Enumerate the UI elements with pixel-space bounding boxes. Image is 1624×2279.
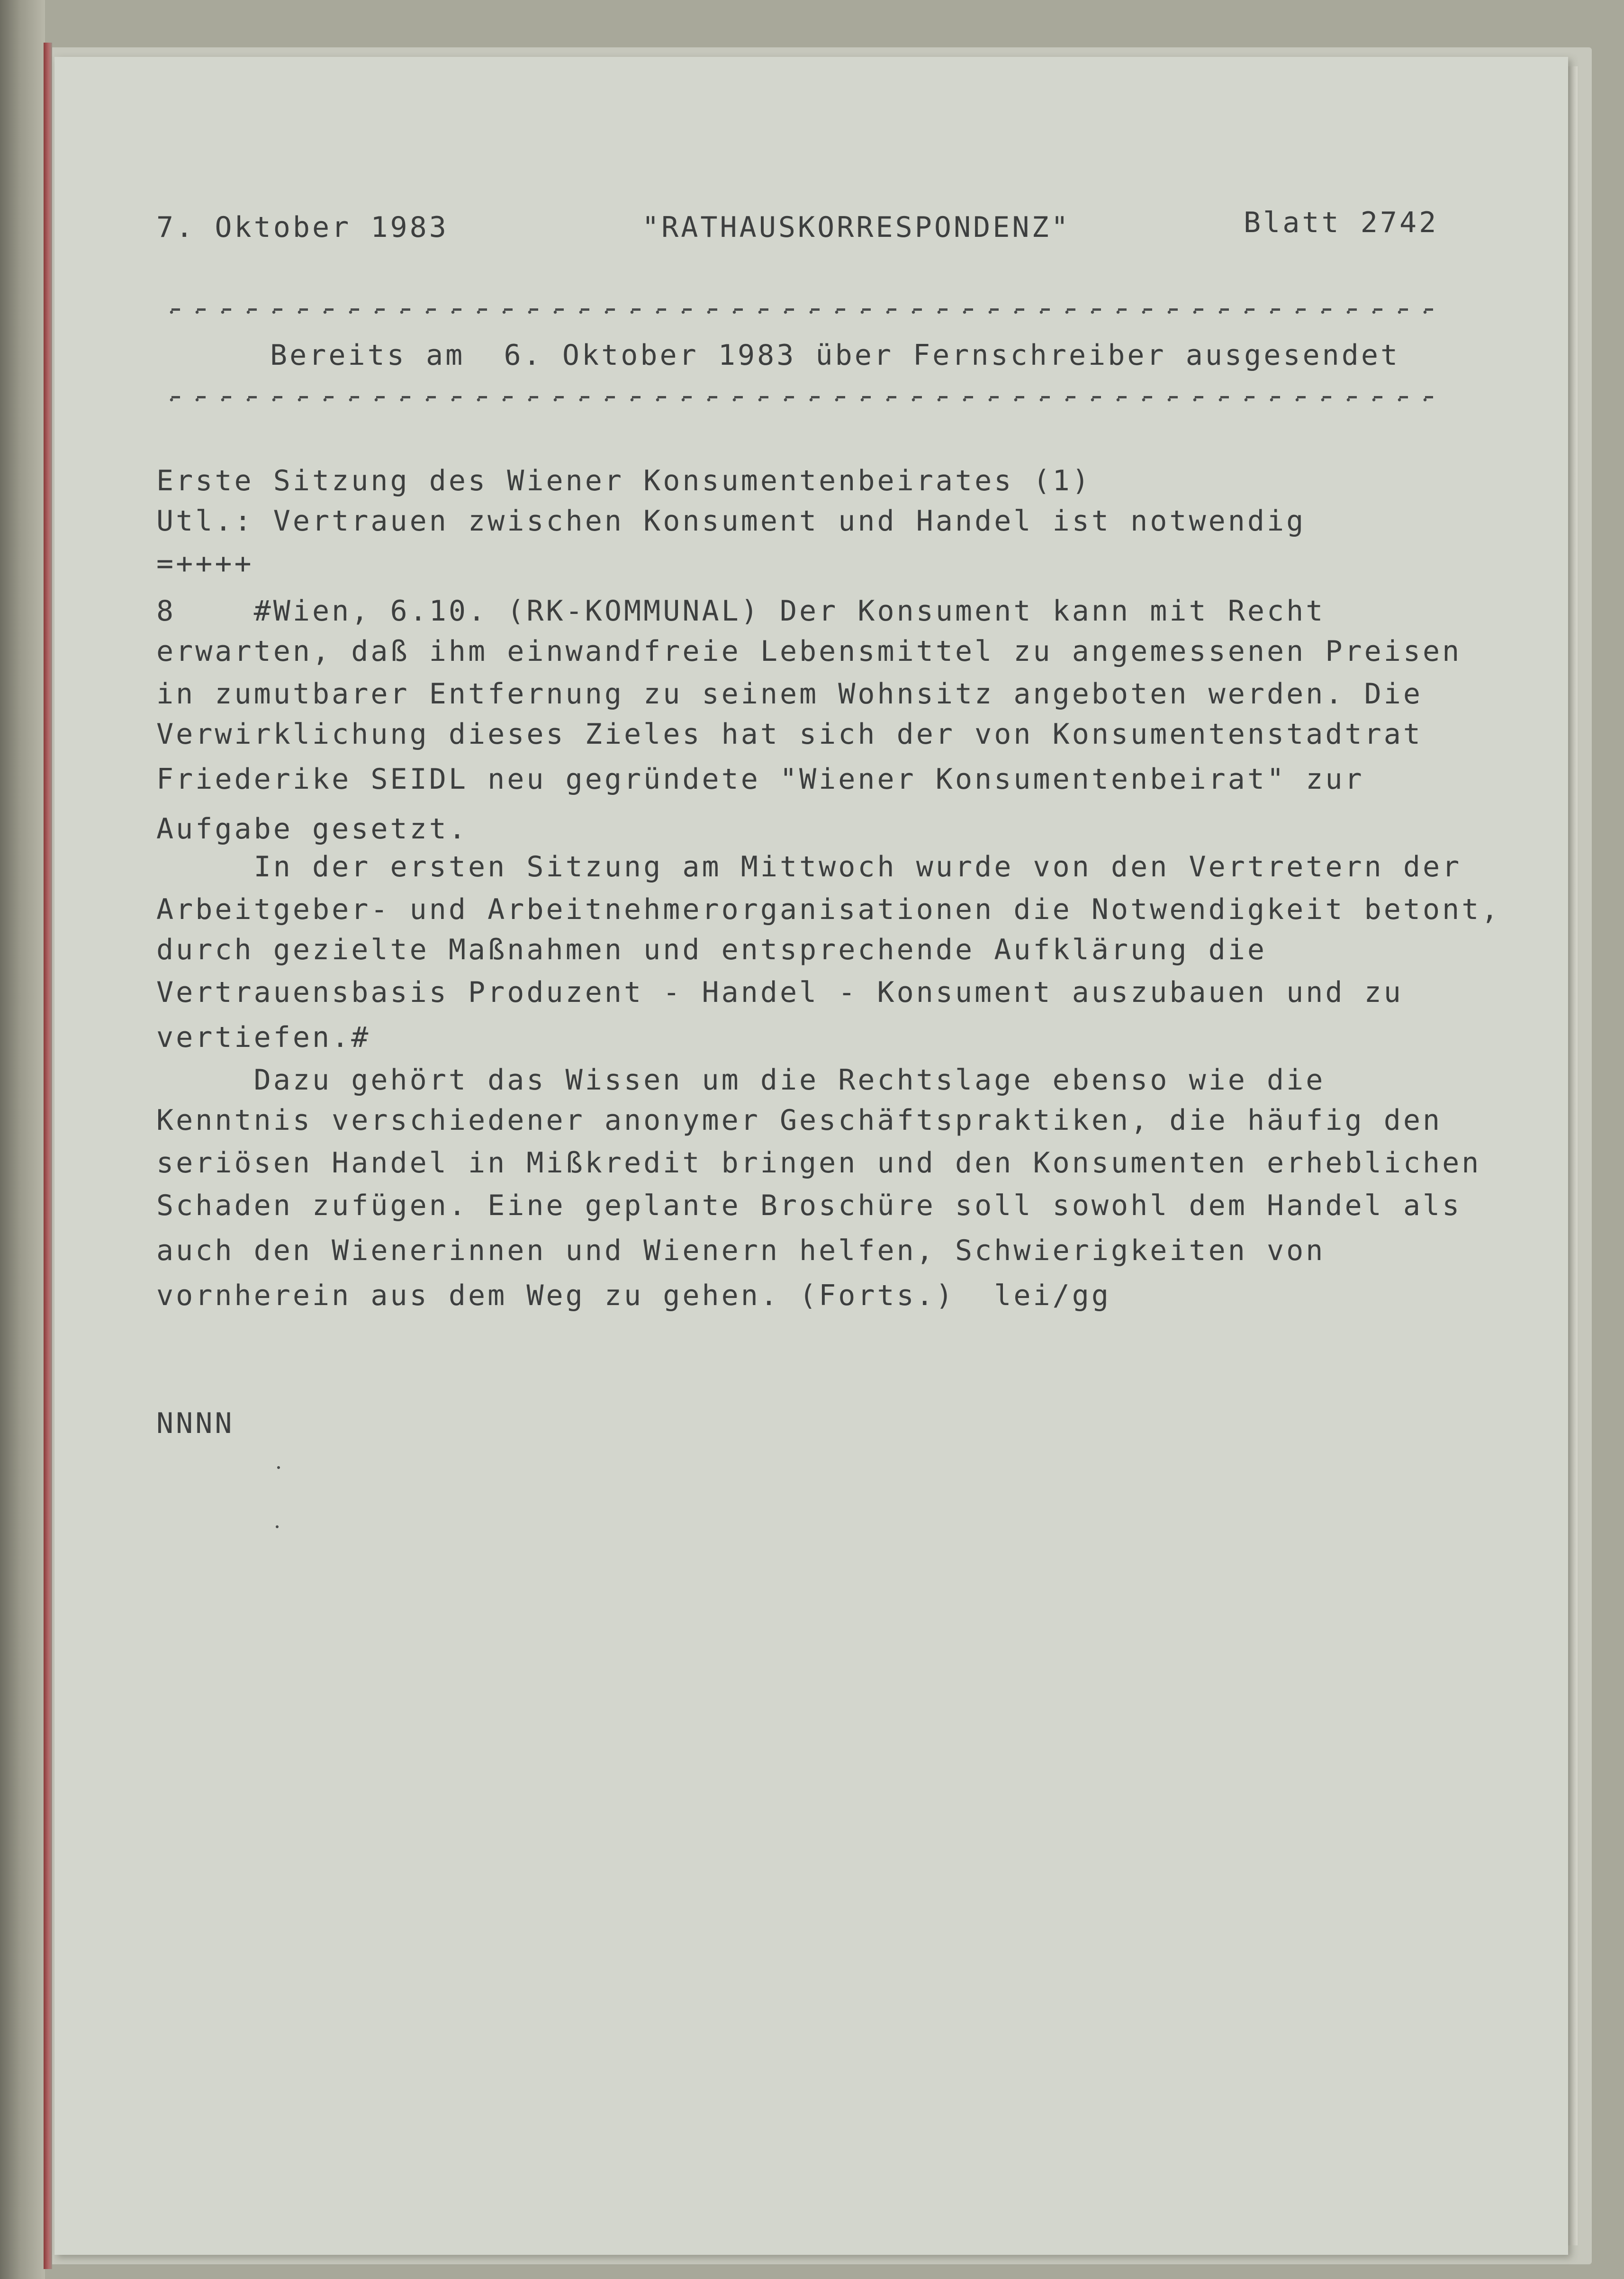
body-line: durch gezielte Maßnahmen und entsprechende Aufklärung die	[156, 933, 1267, 966]
end-mark: NNNN	[156, 1407, 235, 1440]
binding-edge	[44, 43, 52, 2269]
body-line: Kenntnis verschiedener anonymer Geschäftspraktiken, die häufig den	[156, 1104, 1443, 1137]
body-line: auch den Wienerinnen und Wienern helfen, Schwierigkeiten von	[156, 1234, 1326, 1267]
body-line: Friederike SEIDL neu gegründete "Wiener Konsumentenbeirat" zur	[156, 763, 1364, 796]
article-headline: Erste Sitzung des Wiener Konsumentenbeirates (1)	[156, 464, 1092, 497]
article-subtitle: Utl.: Vertrauen zwischen Konsument und Handel ist notwendig	[156, 504, 1306, 538]
header-title: "RATHAUSKORRESPONDENZ"	[642, 211, 1071, 244]
body-line: In der ersten Sitzung am Mittwoch wurde von den Vertretern der	[156, 850, 1462, 883]
body-line: Schaden zufügen. Eine geplante Broschüre soll sowohl dem Handel als	[156, 1189, 1462, 1222]
page-edge	[1568, 66, 1578, 2245]
divider-top	[159, 310, 1433, 314]
body-line: Vertrauensbasis Produzent - Handel - Konsument auszubauen und zu	[156, 976, 1403, 1009]
header-page-number: Blatt 2742	[1244, 206, 1439, 239]
paper-speck	[277, 1466, 280, 1469]
body-line: erwarten, daß ihm einwandfreie Lebensmittel zu angemessenen Preisen	[156, 635, 1462, 668]
body-line: Arbeitgeber- und Arbeitnehmerorganisationen die Notwendigkeit betont,	[156, 893, 1501, 926]
paper-speck	[276, 1525, 279, 1528]
body-line: vornherein aus dem Weg zu gehen. (Forts.) lei/gg	[156, 1279, 1111, 1312]
body-line: Aufgabe gesetzt.	[156, 812, 468, 846]
header-date: 7. Oktober 1983	[156, 211, 449, 244]
body-line: Dazu gehört das Wissen um die Rechtslage ebenso wie die	[156, 1063, 1326, 1097]
body-line: seriösen Handel in Mißkredit bringen und den Konsumenten erheblichen	[156, 1146, 1481, 1180]
body-line: in zumutbarer Entfernung zu seinem Wohnsitz angeboten werden. Die	[156, 677, 1423, 711]
transmission-notice: Bereits am 6. Oktober 1983 über Fernschreiber ausgesendet	[270, 339, 1400, 372]
divider-bottom	[159, 398, 1433, 402]
body-line: vertiefen.#	[156, 1021, 371, 1054]
body-line: Verwirklichung dieses Zieles hat sich der von Konsumentenstadtrat	[156, 718, 1423, 751]
book-spine	[0, 0, 45, 2279]
article-separator: =++++	[156, 547, 254, 580]
body-line: 8 #Wien, 6.10. (RK-KOMMUNAL) Der Konsument kann mit Recht	[156, 595, 1326, 628]
